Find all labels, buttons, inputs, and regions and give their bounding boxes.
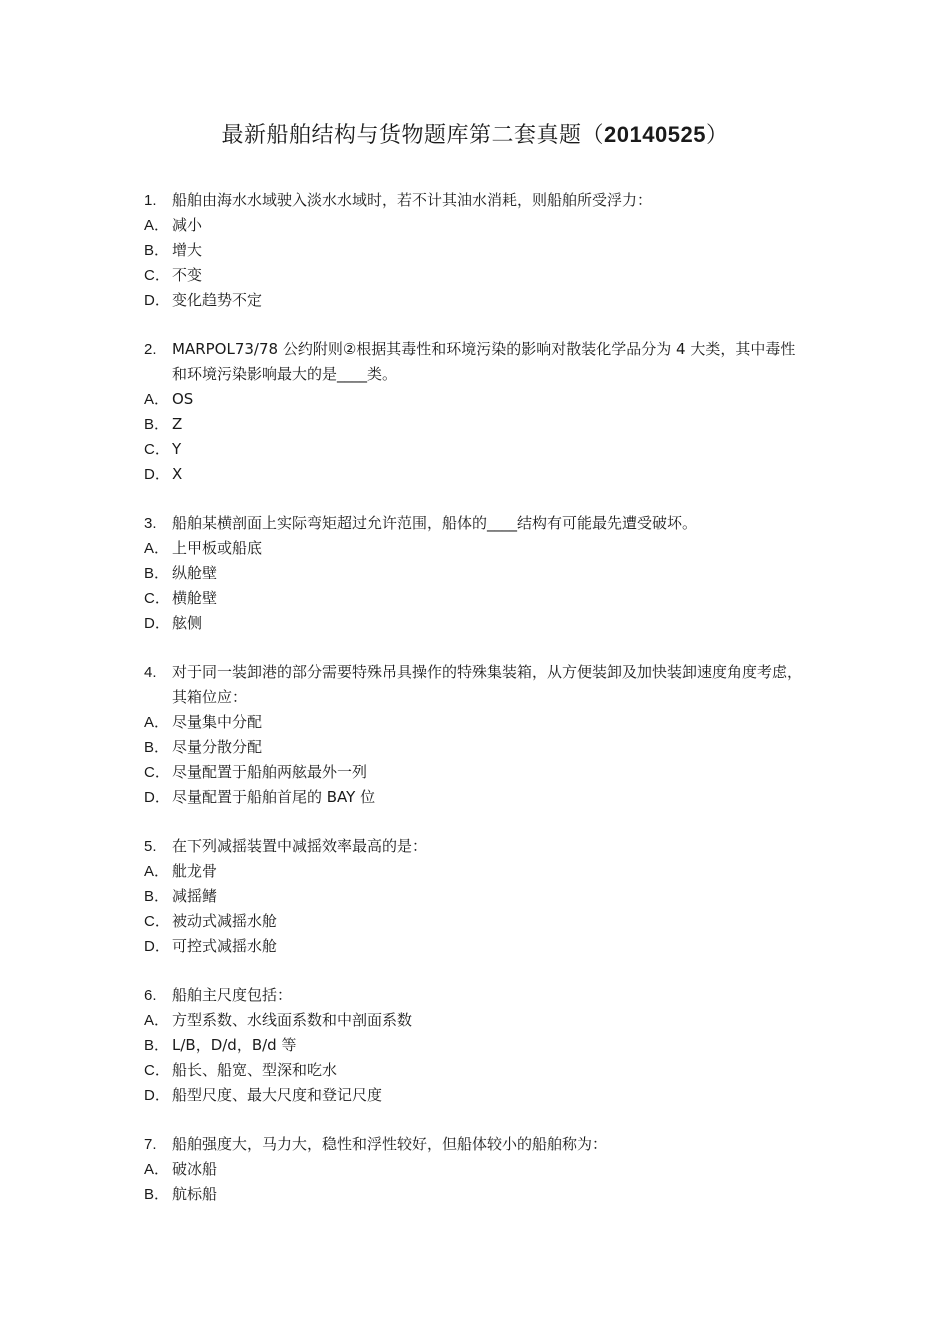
answer-option: [144, 909, 809, 934]
question-number: 3.: [144, 515, 157, 532]
question-item: [144, 1132, 809, 1207]
option-text: 减摇鳍: [172, 887, 218, 905]
question-stem: [144, 983, 809, 1008]
option-letter: B．: [144, 242, 170, 259]
answer-option: [144, 859, 809, 884]
document-title: [0, 118, 950, 149]
option-text: 船长、船宽、型深和吃水: [172, 1061, 338, 1079]
question-text: 船舶强度大，马力大，稳性和浮性较好，但船体较小的船舶称为：: [172, 1135, 608, 1153]
question-item: [144, 834, 809, 959]
option-letter: D．: [144, 789, 170, 806]
answer-option: [144, 536, 809, 561]
option-letter: D．: [144, 292, 170, 309]
answer-option: [144, 884, 809, 909]
answer-option: [144, 238, 809, 263]
option-text: 尽量配置于船舶首尾的 BAY 位: [172, 788, 376, 806]
option-text: 被动式减摇水舱: [172, 912, 278, 930]
option-text: 尽量配置于船舶两舷最外一列: [172, 763, 368, 781]
answer-option: [144, 785, 809, 810]
option-letter: D．: [144, 1087, 170, 1104]
answer-option: [144, 387, 809, 412]
option-text: 横舱壁: [172, 589, 218, 607]
option-text: 纵舱壁: [172, 564, 218, 582]
answer-option: [144, 213, 809, 238]
option-text: Z: [172, 415, 183, 433]
option-text: 尽量分散分配: [172, 738, 263, 756]
option-text: 舭龙骨: [172, 862, 218, 880]
option-letter: D．: [144, 615, 170, 632]
question-text: 船舶主尺度包括：: [172, 986, 293, 1004]
answer-option: [144, 611, 809, 636]
answer-option: [144, 1157, 809, 1182]
answer-option: [144, 412, 809, 437]
answer-option: [144, 561, 809, 586]
option-letter: B．: [144, 1186, 170, 1203]
question-number: 5.: [144, 838, 157, 855]
title-code: 20140525: [604, 122, 706, 147]
answer-option: [144, 462, 809, 487]
option-letter: B．: [144, 416, 170, 433]
question-item: [144, 188, 809, 313]
option-letter: C．: [144, 764, 170, 781]
option-text: 变化趋势不定: [172, 291, 263, 309]
option-letter: C．: [144, 913, 170, 930]
question-item: [144, 337, 809, 487]
option-letter: D．: [144, 938, 170, 955]
option-letter: A．: [144, 714, 170, 731]
question-stem: [144, 834, 809, 859]
option-text: 破冰船: [172, 1160, 218, 1178]
option-letter: B．: [144, 739, 170, 756]
question-item: [144, 983, 809, 1108]
option-letter: C．: [144, 267, 170, 284]
question-number: 6.: [144, 987, 157, 1004]
option-text: 船型尺度、最大尺度和登记尺度: [172, 1086, 383, 1104]
option-text: 可控式减摇水舱: [172, 937, 278, 955]
answer-option: [144, 1182, 809, 1207]
question-number: 2.: [144, 341, 157, 358]
question-stem: [144, 660, 809, 710]
option-letter: C．: [144, 441, 170, 458]
question-text: 船舶由海水水域驶入淡水水域时，若不计其油水消耗，则船舶所受浮力：: [172, 191, 653, 209]
answer-option: [144, 1083, 809, 1108]
question-text: 对于同一装卸港的部分需要特殊吊具操作的特殊集装箱，从方便装卸及加快装卸速度角度考虑，其箱位应：: [172, 663, 803, 706]
option-text: 航标船: [172, 1185, 218, 1203]
question-number: 4.: [144, 664, 157, 681]
option-letter: A．: [144, 540, 170, 557]
option-letter: A．: [144, 391, 170, 408]
answer-option: [144, 934, 809, 959]
question-text: 在下列减摇装置中减摇效率最高的是：: [172, 837, 428, 855]
option-letter: A．: [144, 863, 170, 880]
option-text: 舷侧: [172, 614, 203, 632]
answer-option: [144, 288, 809, 313]
option-letter: A．: [144, 1012, 170, 1029]
option-text: OS: [172, 390, 194, 408]
question-number: 7.: [144, 1136, 157, 1153]
answer-option: [144, 263, 809, 288]
option-text: 方型系数、水线面系数和中剖面系数: [172, 1011, 413, 1029]
title-main: 最新船舶结构与货物题库第二套真题（: [221, 123, 605, 148]
answer-option: [144, 710, 809, 735]
question-stem: [144, 511, 809, 536]
option-text: 不变: [172, 266, 203, 284]
question-item: [144, 660, 809, 810]
option-letter: C．: [144, 1062, 170, 1079]
option-letter: D．: [144, 466, 170, 483]
question-text: MARPOL73/78 公约附则②根据其毒性和环境污染的影响对散装化学品分为 4 大类，其中毒性和环境污染影响最大的是____类。: [172, 340, 796, 383]
answer-option: [144, 735, 809, 760]
question-number: 1.: [144, 192, 157, 209]
option-letter: A．: [144, 1161, 170, 1178]
question-text: 船舶某横剖面上实际弯矩超过允许范围，船体的____结构有可能最先遭受破坏。: [172, 514, 698, 532]
option-letter: B．: [144, 888, 170, 905]
option-text: X: [172, 465, 183, 483]
option-text: 上甲板或船底: [172, 539, 263, 557]
answer-option: [144, 1033, 809, 1058]
question-stem: [144, 337, 809, 387]
answer-option: [144, 1008, 809, 1033]
option-text: Y: [172, 440, 182, 458]
answer-option: [144, 760, 809, 785]
option-text: 增大: [172, 241, 203, 259]
question-item: [144, 511, 809, 636]
answer-option: [144, 586, 809, 611]
option-text: 尽量集中分配: [172, 713, 263, 731]
option-text: 减小: [172, 216, 203, 234]
option-letter: C．: [144, 590, 170, 607]
answer-option: [144, 1058, 809, 1083]
option-letter: B．: [144, 565, 170, 582]
question-list: [144, 188, 809, 1231]
option-letter: B．: [144, 1037, 170, 1054]
title-close: ）: [705, 123, 729, 148]
option-letter: A．: [144, 217, 170, 234]
question-stem: [144, 1132, 809, 1157]
option-text: L/B，D/d，B/d 等: [172, 1036, 297, 1054]
answer-option: [144, 437, 809, 462]
question-stem: [144, 188, 809, 213]
